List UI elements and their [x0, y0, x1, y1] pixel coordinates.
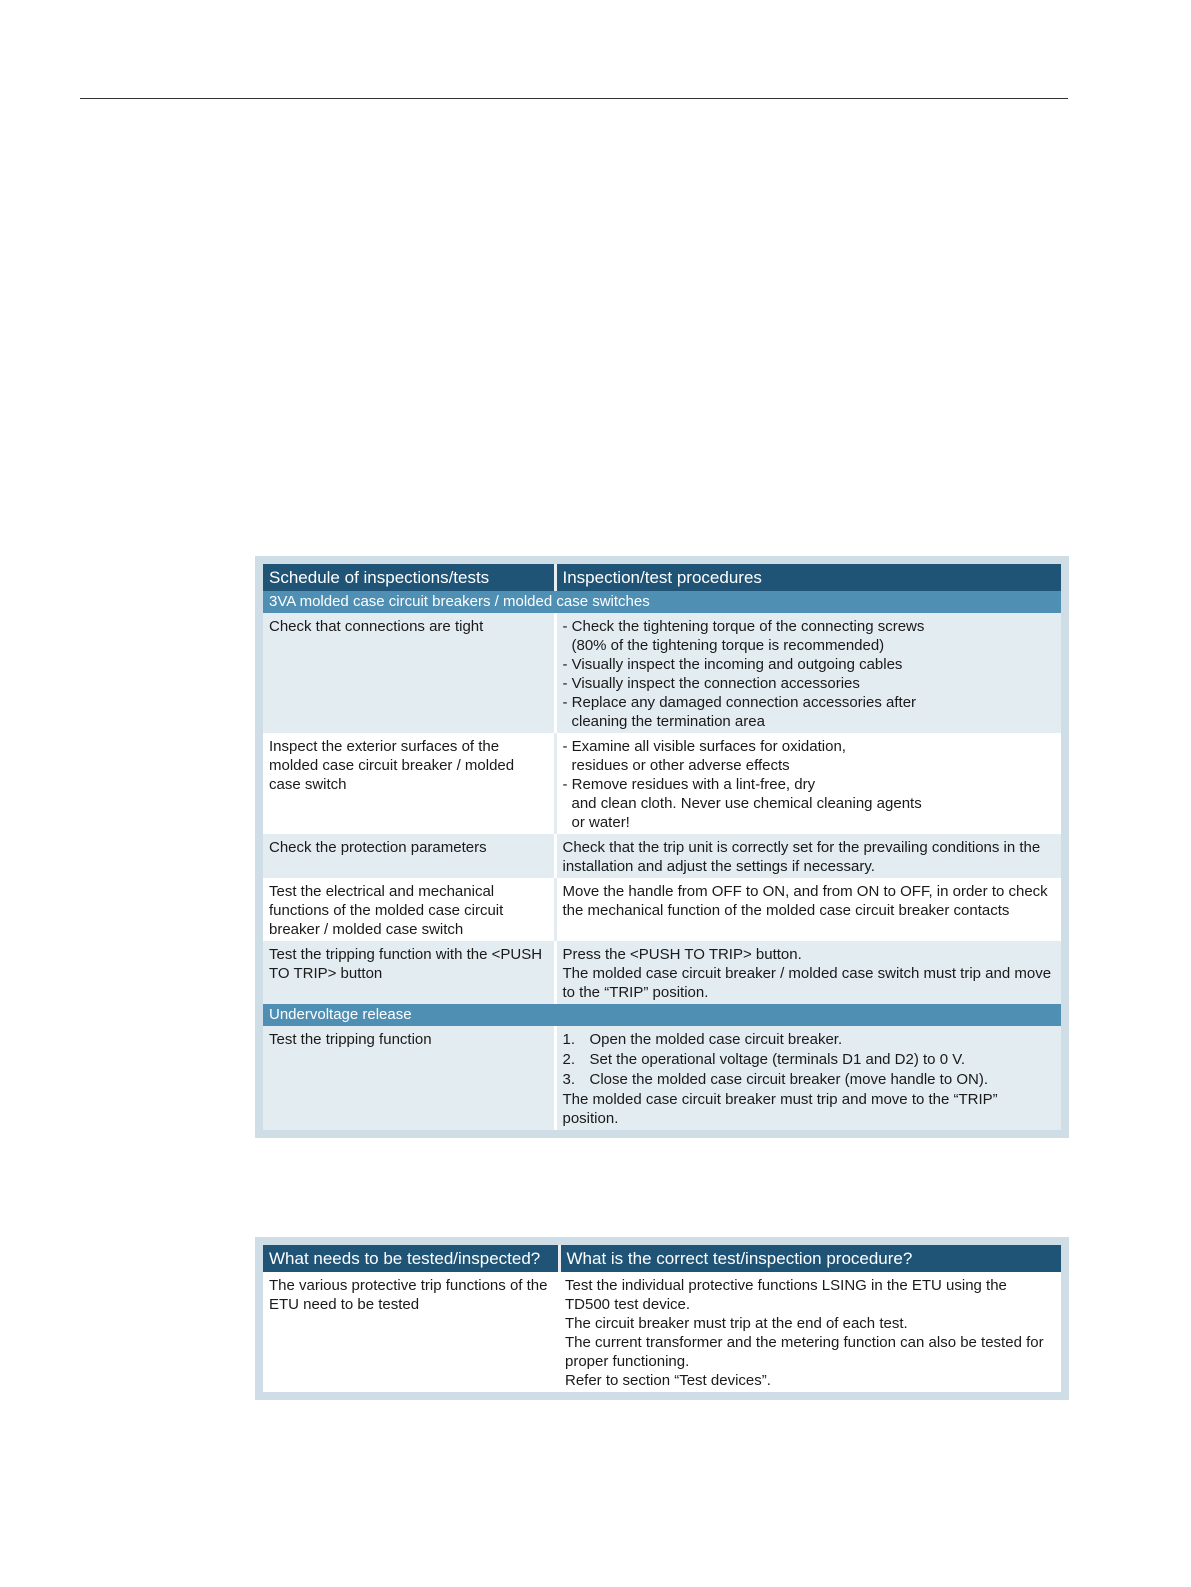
row-procedure: Press the <PUSH TO TRIP> button. The molded case circuit breaker / molded case switch must trip and move to the “TRIP” position.: [555, 941, 1061, 1004]
column-header-procedures: Inspection/test procedures: [555, 564, 1061, 591]
row-task: Inspect the exterior surfaces of the molded case circuit breaker / molded case switch: [263, 733, 555, 834]
section-header-3va: 3VA molded case circuit breakers / molded case switches: [263, 591, 1061, 613]
row-procedure: - Check the tightening torque of the connecting screws (80% of the tightening torque is recommended) - Visually inspect the incoming and outgoing cables - Visually inspect the connection accessories - Replace any damaged connection accessories after cleaning the termination area: [555, 613, 1061, 733]
row-procedure: 1. Open the molded case circuit breaker. 2. Set the operational voltage (terminals D1 and D2) to 0 V. 3. Close the molded case circuit breaker (move handle to ON). The molded case circuit breaker must trip and move to the “TRIP” position.: [555, 1026, 1061, 1130]
row-task: The various protective trip functions of the ETU need to be tested: [263, 1272, 559, 1392]
table-row: [263, 834, 1061, 878]
table-row: [263, 941, 1061, 1004]
column-header-procedure: What is the correct test/inspection procedure?: [559, 1245, 1061, 1272]
column-header-schedule: Schedule of inspections/tests: [263, 564, 555, 591]
row-task: Check that connections are tight: [263, 613, 555, 733]
row-task: Check the protection parameters: [263, 834, 555, 878]
table-row: [263, 733, 1061, 834]
table-row: [263, 878, 1061, 941]
row-procedure: - Examine all visible surfaces for oxidation, residues or other adverse effects - Remove residues with a lint-free, dry and clean cloth. Never use chemical cleaning agents or water!: [555, 733, 1061, 834]
section-header-undervoltage: Undervoltage release: [263, 1004, 1061, 1026]
table-row: [263, 613, 1061, 733]
inspection-schedule-table: [255, 556, 1069, 1138]
column-header-what: What needs to be tested/inspected?: [263, 1245, 559, 1272]
table-row: [263, 1272, 1061, 1392]
row-procedure: Check that the trip unit is correctly set for the prevailing conditions in the installation and adjust the settings if necessary.: [555, 834, 1061, 878]
row-procedure: Move the handle from OFF to ON, and from ON to OFF, in order to check the mechanical function of the molded case circuit breaker contacts: [555, 878, 1061, 941]
table-row: [263, 1026, 1061, 1130]
header-rule: [80, 98, 1068, 99]
row-task: Test the electrical and mechanical functions of the molded case circuit breaker / molded case switch: [263, 878, 555, 941]
row-procedure: Test the individual protective functions LSING in the ETU using the TD500 test device. The circuit breaker must trip at the end of each test. The current transformer and the metering function can also be tested for proper functioning. Refer to section “Test devices”.: [559, 1272, 1061, 1392]
test-procedure-table: [255, 1237, 1069, 1400]
row-task: Test the tripping function with the <PUSH TO TRIP> button: [263, 941, 555, 1004]
row-task: Test the tripping function: [263, 1026, 555, 1130]
